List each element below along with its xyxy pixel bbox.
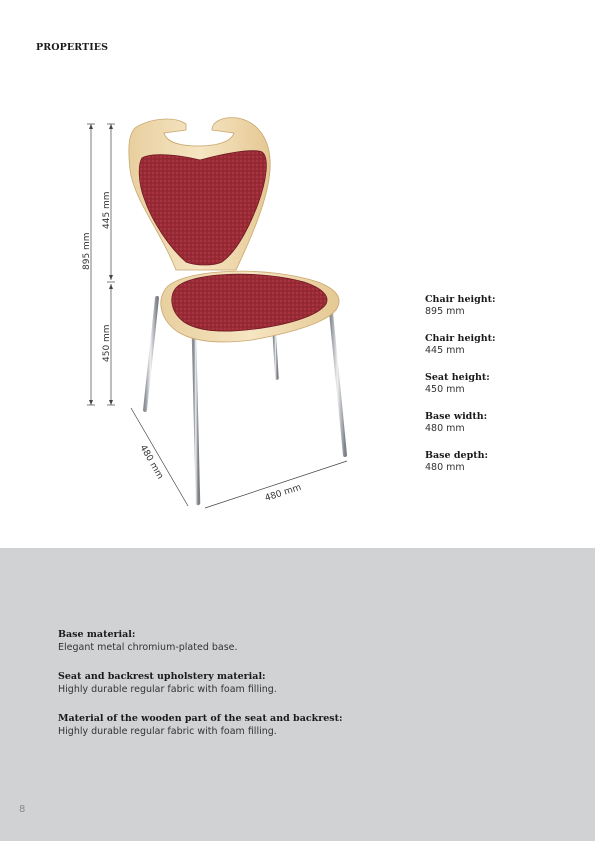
property-base-depth xyxy=(425,450,585,473)
material-base xyxy=(58,628,558,654)
property-value: 480 mm xyxy=(425,423,465,434)
properties-list xyxy=(425,294,585,489)
property-label: Base depth: xyxy=(425,450,489,461)
materials-panel xyxy=(0,548,595,841)
material-value: Highly durable regular fabric with foam filling. xyxy=(58,726,277,737)
dim-label-side-depth: 480 mm xyxy=(137,443,165,482)
page-number: 8 xyxy=(19,804,26,815)
property-label: Chair height: xyxy=(425,333,496,344)
material-label: Seat and backrest upholstery material: xyxy=(58,671,266,682)
property-value: 445 mm xyxy=(425,345,465,356)
property-backrest-height xyxy=(425,333,585,356)
dim-label-seat-height: 450 mm xyxy=(102,324,112,362)
material-label: Material of the wooden part of the seat and backrest: xyxy=(58,713,343,724)
property-value: 480 mm xyxy=(425,462,465,473)
material-wooden-part xyxy=(58,712,558,738)
dim-label-overall-height: 895 mm xyxy=(82,232,92,270)
dim-label-backrest-height: 445 mm xyxy=(102,191,112,229)
material-label: Base material: xyxy=(58,629,136,640)
materials-list xyxy=(58,628,558,754)
property-base-width xyxy=(425,411,585,434)
property-value: 450 mm xyxy=(425,384,465,395)
material-value: Highly durable regular fabric with foam filling. xyxy=(58,684,277,695)
property-label: Chair height: xyxy=(425,294,496,305)
backrest-cushion xyxy=(139,151,266,265)
property-label: Seat height: xyxy=(425,372,490,383)
property-label: Base width: xyxy=(425,411,488,422)
section-title: PROPERTIES xyxy=(36,42,109,53)
material-value: Elegant metal chromium-plated base. xyxy=(58,642,238,653)
property-value: 895 mm xyxy=(425,306,465,317)
material-upholstery xyxy=(58,670,558,696)
property-chair-height xyxy=(425,294,585,317)
property-seat-height xyxy=(425,372,585,395)
dim-label-front-width: 480 mm xyxy=(263,482,303,504)
